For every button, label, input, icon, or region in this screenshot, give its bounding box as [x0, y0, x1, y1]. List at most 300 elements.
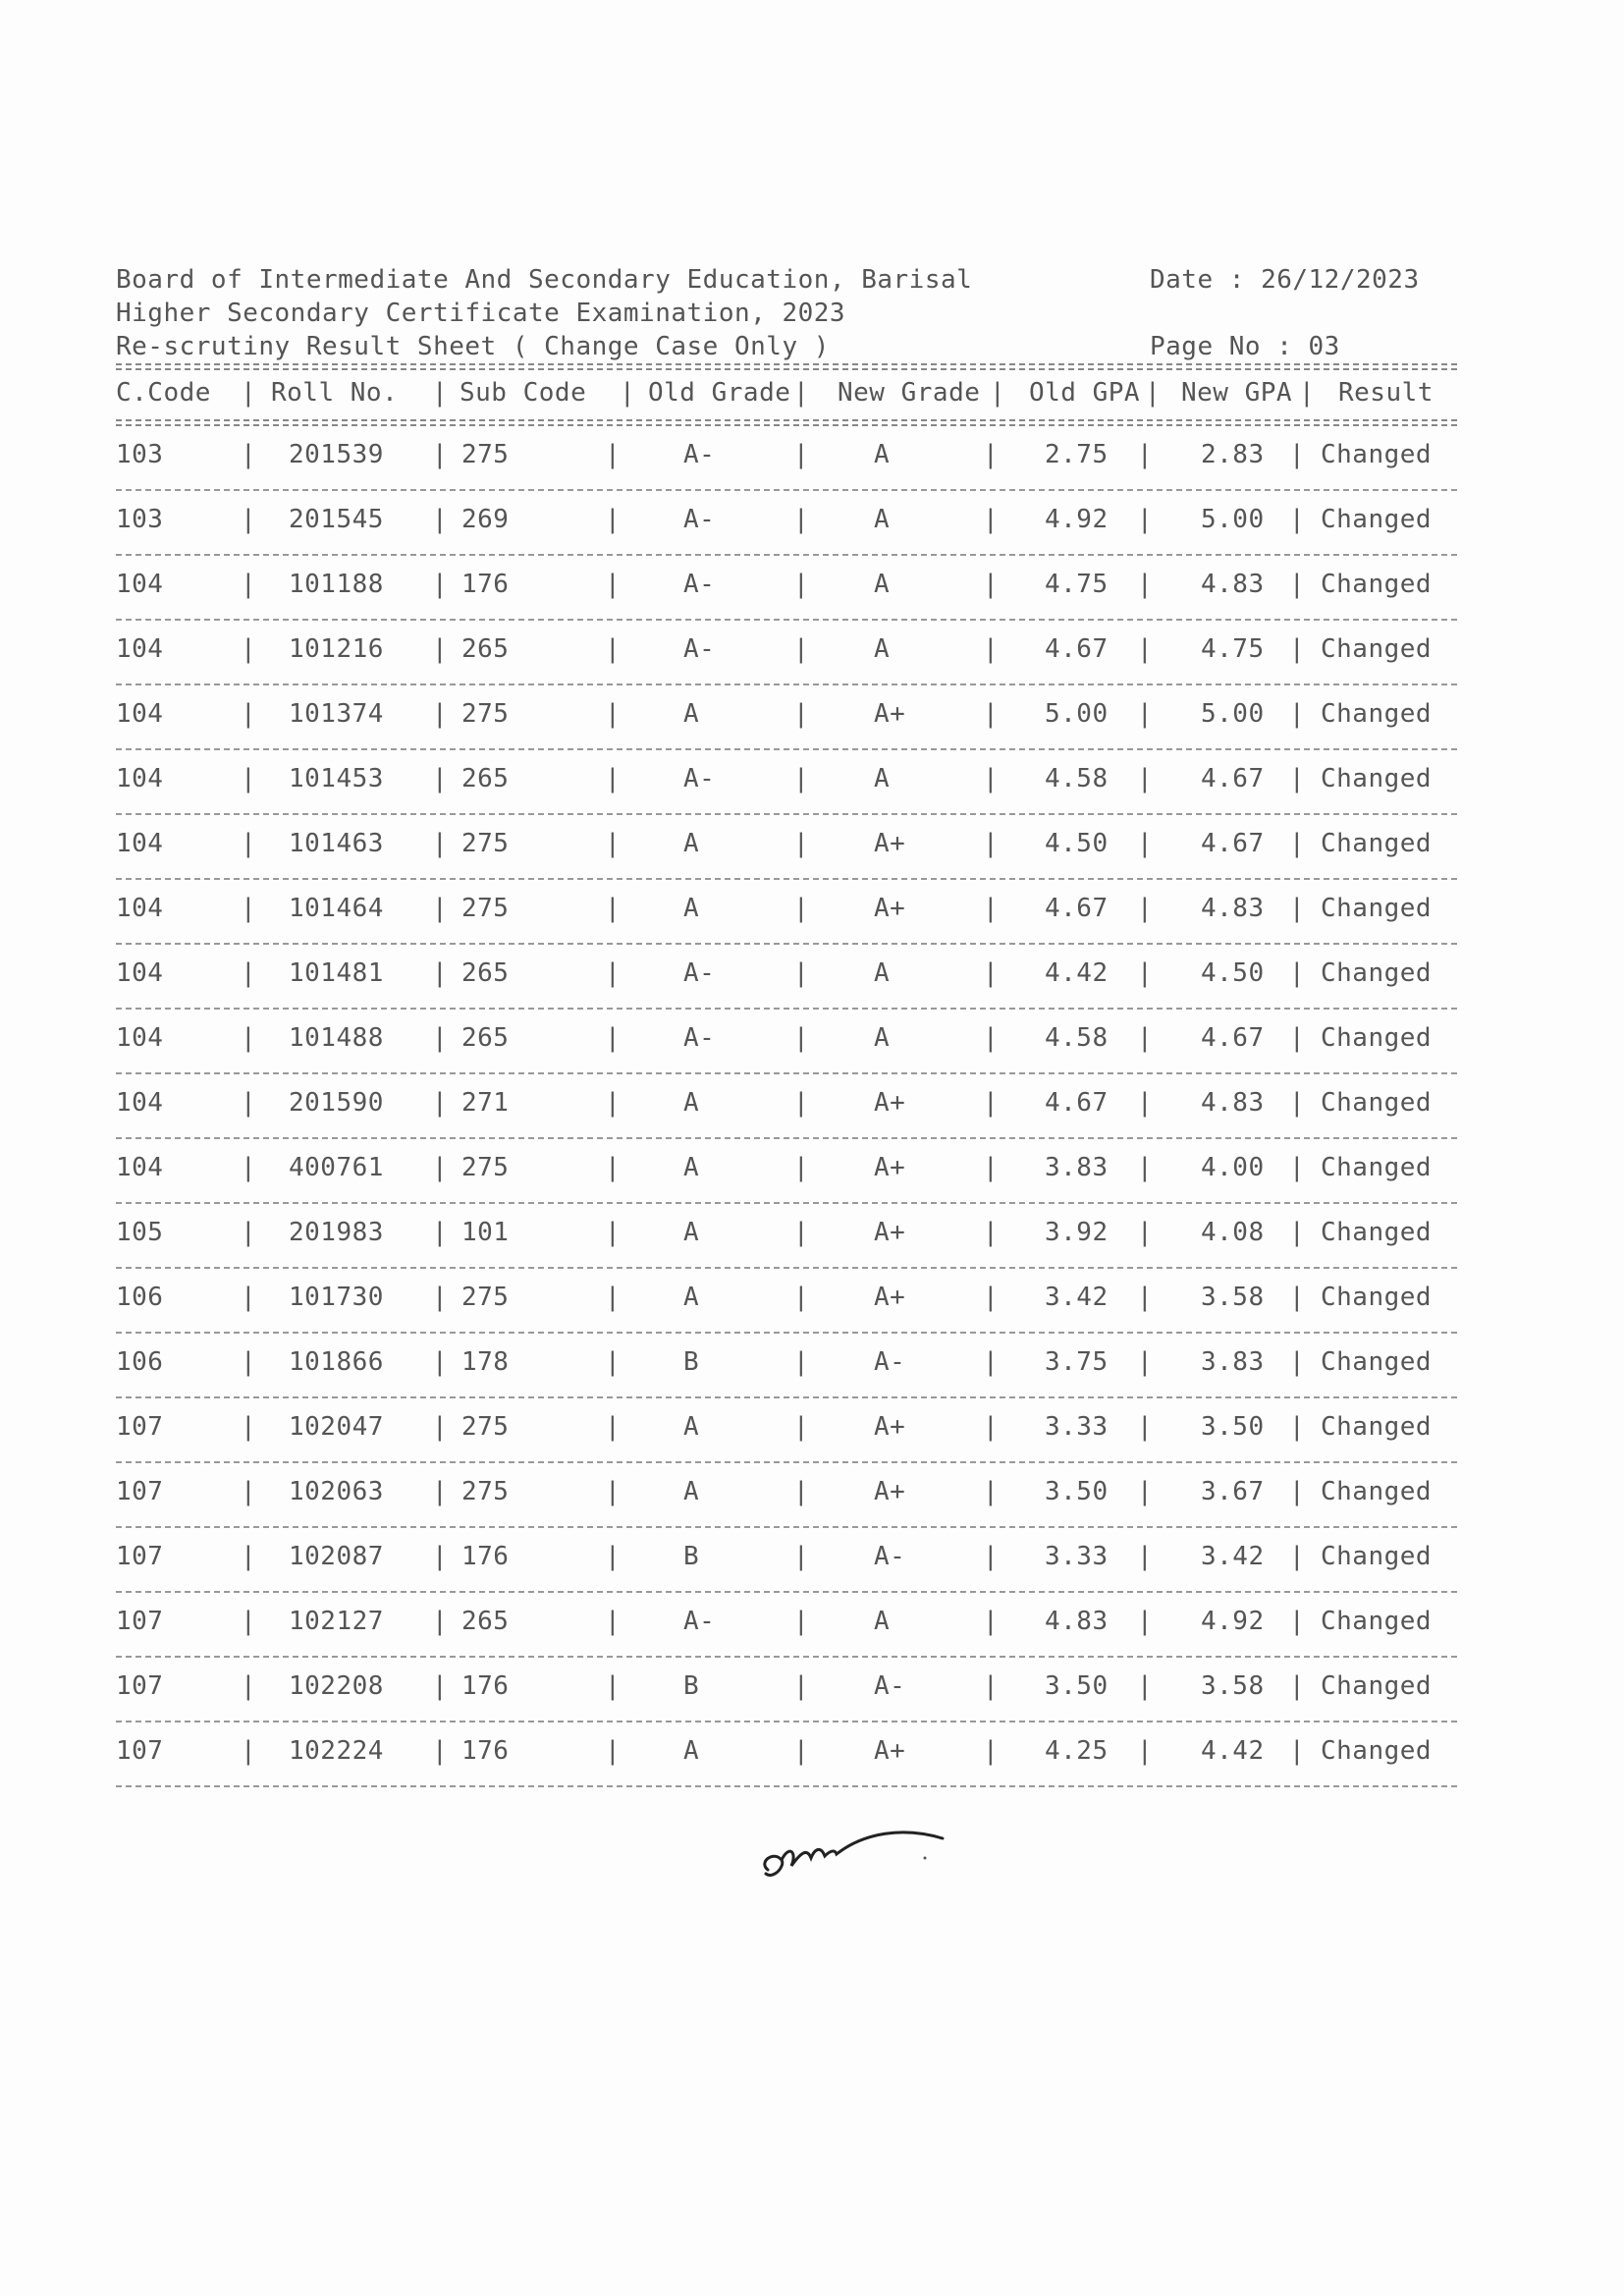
- table-row: [116, 1658, 1457, 1721]
- cell-result: Changed: [1321, 1153, 1433, 1182]
- cell-old-grade: A: [683, 1283, 700, 1312]
- column-separator: |: [241, 958, 257, 988]
- column-separator: |: [241, 505, 257, 534]
- cell-old-gpa: 4.92: [1045, 505, 1109, 534]
- column-separator: |: [1289, 699, 1306, 729]
- column-separator: |: [1289, 634, 1306, 664]
- cell-old-gpa: 2.75: [1045, 440, 1109, 469]
- column-separator: |: [793, 1671, 810, 1701]
- column-separator: |: [1137, 829, 1154, 858]
- column-separator: |: [432, 1477, 449, 1506]
- column-separator: |: [1137, 505, 1154, 534]
- column-separator: |: [1137, 1736, 1154, 1766]
- cell-new-gpa: 4.42: [1201, 1736, 1265, 1766]
- column-separator: |: [1289, 440, 1306, 469]
- cell-new-gpa: 4.75: [1201, 634, 1265, 664]
- cell-sub-code: 101: [461, 1218, 510, 1247]
- column-separator: |: [432, 634, 449, 664]
- column-separator: |: [432, 958, 449, 988]
- column-header-sub-code: Sub Code: [460, 378, 587, 408]
- column-separator: |: [1289, 829, 1306, 858]
- column-separator: |: [1289, 1088, 1306, 1118]
- cell-result: Changed: [1321, 634, 1433, 664]
- cell-c-code: 106: [116, 1347, 164, 1377]
- cell-new-grade: A+: [874, 829, 906, 858]
- cell-old-gpa: 4.83: [1045, 1607, 1109, 1636]
- cell-new-grade: A: [874, 958, 891, 988]
- table-row: [116, 750, 1457, 813]
- cell-old-gpa: 4.50: [1045, 829, 1109, 858]
- table-row: [116, 426, 1457, 489]
- column-separator: |: [432, 1153, 449, 1182]
- column-separator: |: [241, 1283, 257, 1312]
- cell-c-code: 104: [116, 1023, 164, 1053]
- column-separator: |: [432, 1347, 449, 1377]
- cell-roll-no: 102208: [289, 1671, 384, 1701]
- column-separator: |: [1289, 1736, 1306, 1766]
- cell-old-grade: A: [683, 1412, 700, 1442]
- table-row: [116, 1593, 1457, 1656]
- cell-old-gpa: 3.33: [1045, 1412, 1109, 1442]
- cell-old-gpa: 4.58: [1045, 764, 1109, 793]
- cell-result: Changed: [1321, 1542, 1433, 1571]
- result-sheet: [116, 263, 1457, 1787]
- cell-roll-no: 101453: [289, 764, 384, 793]
- column-separator: |: [983, 1218, 1000, 1247]
- column-separator: |: [605, 1153, 622, 1182]
- column-separator: |: [983, 570, 1000, 599]
- column-separator: |: [793, 570, 810, 599]
- column-separator: |: [605, 634, 622, 664]
- cell-sub-code: 176: [461, 570, 510, 599]
- column-header-roll-no: Roll No.: [271, 378, 399, 408]
- column-separator: |: [1137, 1477, 1154, 1506]
- cell-new-gpa: 3.67: [1201, 1477, 1265, 1506]
- cell-roll-no: 101866: [289, 1347, 384, 1377]
- cell-result: Changed: [1321, 699, 1433, 729]
- column-separator: |: [1289, 958, 1306, 988]
- cell-new-gpa: 3.58: [1201, 1671, 1265, 1701]
- column-separator: |: [605, 894, 622, 923]
- cell-new-grade: A: [874, 634, 891, 664]
- cell-result: Changed: [1321, 1088, 1433, 1118]
- column-separator: |: [1289, 1542, 1306, 1571]
- column-separator: |: [241, 1347, 257, 1377]
- column-separator: |: [1299, 378, 1316, 408]
- cell-c-code: 103: [116, 440, 164, 469]
- column-separator: |: [241, 764, 257, 793]
- cell-roll-no: 102087: [289, 1542, 384, 1571]
- cell-old-grade: A: [683, 1218, 700, 1247]
- table-row: [116, 945, 1457, 1008]
- column-separator: |: [241, 1088, 257, 1118]
- cell-c-code: 107: [116, 1542, 164, 1571]
- column-separator: |: [241, 829, 257, 858]
- column-separator: |: [432, 1736, 449, 1766]
- divider: [116, 363, 1457, 370]
- cell-old-gpa: 4.25: [1045, 1736, 1109, 1766]
- cell-sub-code: 265: [461, 958, 510, 988]
- cell-old-grade: B: [683, 1671, 700, 1701]
- column-separator: |: [432, 1671, 449, 1701]
- table-row: [116, 815, 1457, 878]
- column-separator: |: [793, 1412, 810, 1442]
- cell-result: Changed: [1321, 1218, 1433, 1247]
- cell-result: Changed: [1321, 505, 1433, 534]
- column-separator: |: [1137, 894, 1154, 923]
- cell-c-code: 104: [116, 1088, 164, 1118]
- column-separator: |: [793, 1153, 810, 1182]
- column-separator: |: [605, 570, 622, 599]
- column-separator: |: [793, 894, 810, 923]
- cell-result: Changed: [1321, 1283, 1433, 1312]
- cell-roll-no: 101730: [289, 1283, 384, 1312]
- column-separator: |: [241, 1412, 257, 1442]
- column-separator: |: [605, 1542, 622, 1571]
- cell-sub-code: 275: [461, 894, 510, 923]
- column-separator: |: [793, 829, 810, 858]
- cell-c-code: 103: [116, 505, 164, 534]
- column-separator: |: [793, 1283, 810, 1312]
- cell-new-grade: A: [874, 764, 891, 793]
- cell-c-code: 107: [116, 1671, 164, 1701]
- column-separator: |: [1289, 1477, 1306, 1506]
- cell-old-gpa: 5.00: [1045, 699, 1109, 729]
- cell-c-code: 107: [116, 1607, 164, 1636]
- column-separator: |: [605, 1023, 622, 1053]
- column-separator: |: [1137, 764, 1154, 793]
- cell-roll-no: 201545: [289, 505, 384, 534]
- cell-old-gpa: 4.67: [1045, 1088, 1109, 1118]
- cell-old-gpa: 4.67: [1045, 634, 1109, 664]
- cell-new-gpa: 3.83: [1201, 1347, 1265, 1377]
- cell-new-grade: A: [874, 570, 891, 599]
- column-separator: |: [1289, 570, 1306, 599]
- column-separator: |: [983, 1347, 1000, 1377]
- cell-c-code: 104: [116, 764, 164, 793]
- cell-old-grade: B: [683, 1542, 700, 1571]
- cell-sub-code: 176: [461, 1671, 510, 1701]
- column-separator: |: [1289, 1218, 1306, 1247]
- column-separator: |: [241, 1736, 257, 1766]
- cell-roll-no: 101374: [289, 699, 384, 729]
- cell-sub-code: 265: [461, 1607, 510, 1636]
- column-separator: |: [793, 764, 810, 793]
- cell-roll-no: 101188: [289, 570, 384, 599]
- column-separator: |: [1137, 1153, 1154, 1182]
- column-separator: |: [793, 1218, 810, 1247]
- cell-new-gpa: 5.00: [1201, 505, 1265, 534]
- cell-old-grade: A-: [683, 634, 716, 664]
- cell-new-grade: A-: [874, 1347, 906, 1377]
- column-separator: |: [983, 894, 1000, 923]
- cell-sub-code: 275: [461, 1477, 510, 1506]
- table-row: [116, 1334, 1457, 1396]
- column-separator: |: [432, 440, 449, 469]
- column-separator: |: [793, 1477, 810, 1506]
- page-number: Page No : 03: [1150, 332, 1340, 361]
- cell-c-code: 104: [116, 829, 164, 858]
- column-separator: |: [1145, 378, 1162, 408]
- table-row: [116, 556, 1457, 619]
- column-separator: |: [432, 1023, 449, 1053]
- cell-old-grade: A: [683, 699, 700, 729]
- cell-new-grade: A-: [874, 1671, 906, 1701]
- cell-old-gpa: 4.58: [1045, 1023, 1109, 1053]
- cell-new-gpa: 4.83: [1201, 894, 1265, 923]
- column-separator: |: [241, 378, 257, 408]
- column-separator: |: [241, 1607, 257, 1636]
- column-separator: |: [793, 1023, 810, 1053]
- date: Date : 26/12/2023: [1150, 265, 1420, 295]
- cell-old-gpa: 3.75: [1045, 1347, 1109, 1377]
- cell-result: Changed: [1321, 1412, 1433, 1442]
- column-separator: |: [241, 570, 257, 599]
- cell-sub-code: 176: [461, 1542, 510, 1571]
- cell-c-code: 107: [116, 1477, 164, 1506]
- column-header-old-gpa: Old GPA: [1029, 378, 1141, 408]
- column-separator: |: [432, 1607, 449, 1636]
- column-separator: |: [990, 378, 1006, 408]
- column-separator: |: [983, 634, 1000, 664]
- cell-roll-no: 101481: [289, 958, 384, 988]
- cell-new-grade: A+: [874, 699, 906, 729]
- table-row: [116, 1463, 1457, 1526]
- cell-old-grade: A: [683, 1088, 700, 1118]
- column-separator: |: [983, 440, 1000, 469]
- column-separator: |: [241, 1542, 257, 1571]
- column-separator: |: [1289, 505, 1306, 534]
- cell-new-gpa: 3.42: [1201, 1542, 1265, 1571]
- column-separator: |: [1289, 1607, 1306, 1636]
- table-row: [116, 880, 1457, 943]
- cell-old-grade: A-: [683, 1607, 716, 1636]
- cell-new-grade: A+: [874, 1218, 906, 1247]
- cell-roll-no: 102047: [289, 1412, 384, 1442]
- cell-old-gpa: 3.50: [1045, 1477, 1109, 1506]
- column-separator: |: [1137, 699, 1154, 729]
- column-separator: |: [1289, 894, 1306, 923]
- table-row: [116, 1010, 1457, 1072]
- column-separator: |: [1137, 1671, 1154, 1701]
- cell-roll-no: 400761: [289, 1153, 384, 1182]
- column-separator: |: [605, 1218, 622, 1247]
- column-separator: |: [983, 1607, 1000, 1636]
- column-separator: |: [793, 1736, 810, 1766]
- table-body: [116, 426, 1457, 1787]
- column-separator: |: [793, 1607, 810, 1636]
- cell-new-grade: A: [874, 440, 891, 469]
- exam-name: Higher Secondary Certificate Examination, 2023: [116, 299, 846, 328]
- cell-new-gpa: 4.83: [1201, 570, 1265, 599]
- column-separator: |: [605, 1607, 622, 1636]
- cell-result: Changed: [1321, 440, 1433, 469]
- table-row: [116, 491, 1457, 554]
- column-separator: |: [793, 440, 810, 469]
- cell-old-gpa: 4.67: [1045, 894, 1109, 923]
- cell-new-gpa: 4.00: [1201, 1153, 1265, 1182]
- column-separator: |: [983, 1023, 1000, 1053]
- column-separator: |: [1137, 1607, 1154, 1636]
- column-separator: |: [1137, 1088, 1154, 1118]
- cell-roll-no: 201539: [289, 440, 384, 469]
- column-separator: |: [432, 894, 449, 923]
- cell-old-grade: A: [683, 894, 700, 923]
- cell-old-grade: A-: [683, 958, 716, 988]
- column-separator: |: [983, 1671, 1000, 1701]
- column-separator: |: [432, 829, 449, 858]
- cell-old-grade: A: [683, 1153, 700, 1182]
- board-name: Board of Intermediate And Secondary Education, Barisal: [116, 265, 973, 295]
- column-header-new-grade: New Grade: [838, 378, 981, 408]
- table-row: [116, 1269, 1457, 1332]
- cell-roll-no: 101488: [289, 1023, 384, 1053]
- cell-old-gpa: 3.50: [1045, 1671, 1109, 1701]
- column-separator: |: [605, 1477, 622, 1506]
- column-separator: |: [1289, 1412, 1306, 1442]
- cell-sub-code: 176: [461, 1736, 510, 1766]
- column-separator: |: [1137, 634, 1154, 664]
- cell-result: Changed: [1321, 1477, 1433, 1506]
- column-separator: |: [983, 505, 1000, 534]
- cell-new-grade: A+: [874, 1412, 906, 1442]
- column-separator: |: [605, 505, 622, 534]
- column-separator: |: [983, 1736, 1000, 1766]
- cell-sub-code: 275: [461, 440, 510, 469]
- column-separator: |: [605, 1347, 622, 1377]
- cell-new-gpa: 4.08: [1201, 1218, 1265, 1247]
- column-separator: |: [432, 505, 449, 534]
- cell-c-code: 107: [116, 1736, 164, 1766]
- cell-old-grade: A-: [683, 505, 716, 534]
- cell-old-gpa: 4.42: [1045, 958, 1109, 988]
- column-separator: |: [432, 570, 449, 599]
- cell-old-grade: A: [683, 1477, 700, 1506]
- signature: [756, 1823, 952, 1891]
- cell-result: Changed: [1321, 570, 1433, 599]
- cell-sub-code: 275: [461, 1412, 510, 1442]
- column-separator: |: [605, 764, 622, 793]
- cell-new-grade: A+: [874, 1153, 906, 1182]
- cell-result: Changed: [1321, 1607, 1433, 1636]
- cell-new-gpa: 3.58: [1201, 1283, 1265, 1312]
- cell-new-gpa: 4.67: [1201, 1023, 1265, 1053]
- column-separator: |: [793, 378, 810, 408]
- column-separator: |: [432, 764, 449, 793]
- column-separator: |: [432, 378, 449, 408]
- cell-c-code: 106: [116, 1283, 164, 1312]
- cell-result: Changed: [1321, 1023, 1433, 1053]
- cell-sub-code: 275: [461, 829, 510, 858]
- column-separator: |: [432, 1542, 449, 1571]
- column-separator: |: [432, 699, 449, 729]
- column-separator: |: [605, 1736, 622, 1766]
- column-separator: |: [1289, 1347, 1306, 1377]
- cell-roll-no: 102224: [289, 1736, 384, 1766]
- column-separator: |: [1137, 1023, 1154, 1053]
- column-separator: |: [793, 1542, 810, 1571]
- column-separator: |: [983, 1477, 1000, 1506]
- column-separator: |: [432, 1218, 449, 1247]
- cell-c-code: 104: [116, 699, 164, 729]
- column-header-new-gpa: New GPA: [1181, 378, 1293, 408]
- cell-new-gpa: 4.67: [1201, 764, 1265, 793]
- table-row: [116, 1398, 1457, 1461]
- cell-c-code: 105: [116, 1218, 164, 1247]
- column-header-c-code: C.Code: [116, 378, 211, 408]
- row-divider: [116, 1785, 1457, 1787]
- cell-new-gpa: 3.50: [1201, 1412, 1265, 1442]
- column-separator: |: [605, 958, 622, 988]
- column-header-row: [116, 370, 1457, 419]
- column-separator: |: [1289, 1153, 1306, 1182]
- column-separator: |: [432, 1412, 449, 1442]
- cell-new-grade: A+: [874, 1736, 906, 1766]
- table-row: [116, 1722, 1457, 1785]
- column-separator: |: [241, 1023, 257, 1053]
- cell-result: Changed: [1321, 764, 1433, 793]
- column-separator: |: [1137, 1283, 1154, 1312]
- column-header-old-grade: Old Grade: [648, 378, 791, 408]
- cell-sub-code: 178: [461, 1347, 510, 1377]
- table-row: [116, 1528, 1457, 1591]
- cell-old-grade: A: [683, 1736, 700, 1766]
- column-separator: |: [1137, 1347, 1154, 1377]
- column-separator: |: [432, 1283, 449, 1312]
- cell-roll-no: 201983: [289, 1218, 384, 1247]
- divider: [116, 419, 1457, 426]
- column-separator: |: [983, 1283, 1000, 1312]
- cell-old-gpa: 3.83: [1045, 1153, 1109, 1182]
- cell-sub-code: 269: [461, 505, 510, 534]
- column-separator: |: [793, 1088, 810, 1118]
- cell-new-grade: A: [874, 505, 891, 534]
- table-row: [116, 1204, 1457, 1267]
- table-row: [116, 1074, 1457, 1137]
- cell-c-code: 104: [116, 570, 164, 599]
- cell-old-grade: A-: [683, 570, 716, 599]
- cell-old-grade: B: [683, 1347, 700, 1377]
- cell-sub-code: 265: [461, 634, 510, 664]
- cell-old-grade: A-: [683, 440, 716, 469]
- column-separator: |: [605, 699, 622, 729]
- sheet-title: Re-scrutiny Result Sheet ( Change Case Only ): [116, 332, 830, 361]
- cell-c-code: 104: [116, 894, 164, 923]
- cell-roll-no: 101464: [289, 894, 384, 923]
- cell-result: Changed: [1321, 1736, 1433, 1766]
- cell-old-gpa: 4.75: [1045, 570, 1109, 599]
- cell-old-gpa: 3.42: [1045, 1283, 1109, 1312]
- cell-old-grade: A: [683, 829, 700, 858]
- column-separator: |: [241, 1218, 257, 1247]
- column-separator: |: [793, 699, 810, 729]
- column-separator: |: [241, 1153, 257, 1182]
- cell-new-grade: A-: [874, 1542, 906, 1571]
- cell-roll-no: 101216: [289, 634, 384, 664]
- cell-new-gpa: 5.00: [1201, 699, 1265, 729]
- cell-roll-no: 102127: [289, 1607, 384, 1636]
- column-separator: |: [241, 440, 257, 469]
- cell-new-grade: A+: [874, 1088, 906, 1118]
- cell-sub-code: 275: [461, 699, 510, 729]
- column-separator: |: [1137, 1218, 1154, 1247]
- column-separator: |: [793, 634, 810, 664]
- column-separator: |: [793, 1347, 810, 1377]
- column-separator: |: [241, 1671, 257, 1701]
- column-separator: |: [605, 1283, 622, 1312]
- column-header-result: Result: [1338, 378, 1434, 408]
- cell-sub-code: 271: [461, 1088, 510, 1118]
